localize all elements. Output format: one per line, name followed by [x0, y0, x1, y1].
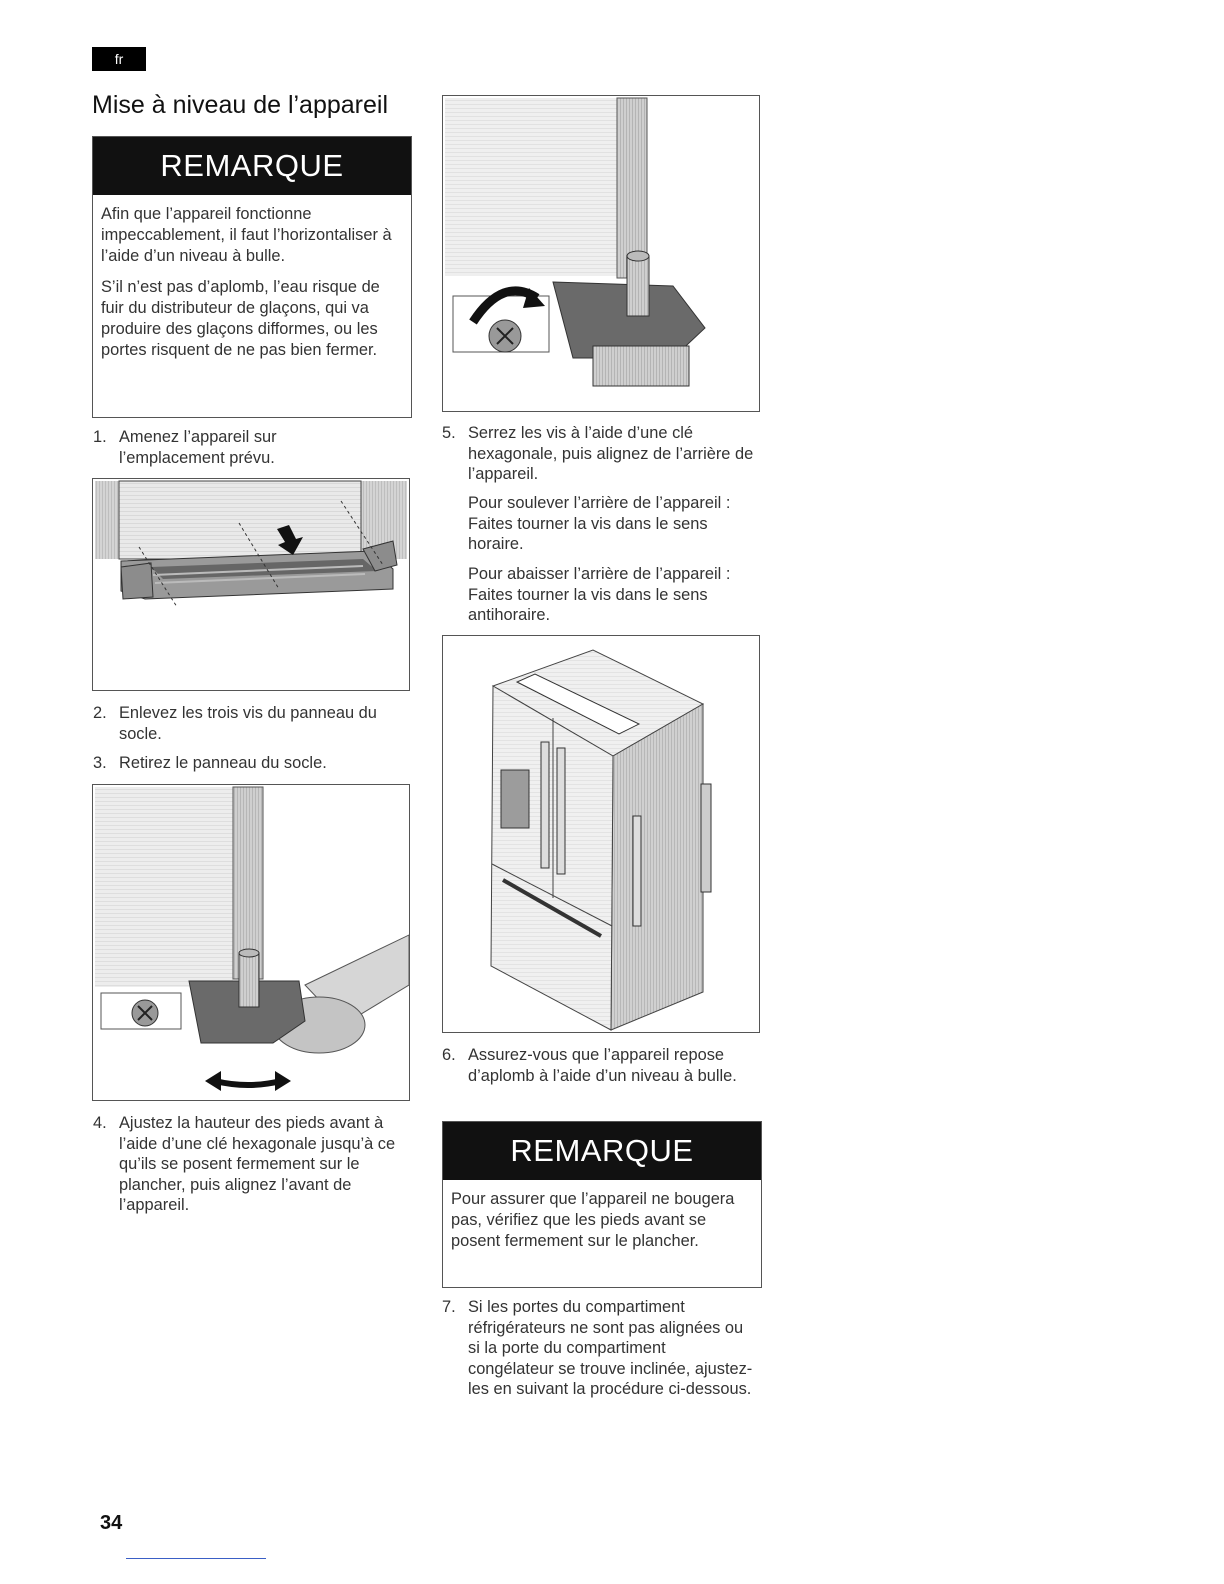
- note-box-2: [442, 1121, 762, 1288]
- rear-screw-illustration: [443, 96, 759, 411]
- figure-plinth-panel: [92, 478, 410, 691]
- figure-rear-screw: [442, 95, 760, 412]
- note-heading: REMARQUE: [443, 1122, 761, 1180]
- step-text: Retirez le panneau du socle.: [119, 754, 327, 772]
- step-4: [93, 1113, 409, 1216]
- note-body: [93, 195, 411, 367]
- note-paragraph: Pour assurer que l’appareil ne bougera pas, vérifiez que les pieds avant se posent fermement sur le plancher.: [451, 1190, 735, 1250]
- step-text: Assurez-vous que l’appareil repose d’aplomb à l’aide d’un niveau à bulle.: [468, 1046, 737, 1085]
- step-3: [93, 753, 409, 774]
- language-tab: fr: [92, 47, 146, 71]
- step-number: 4.: [93, 1114, 107, 1132]
- plinth-illustration: [93, 479, 409, 690]
- step-text: Ajustez la hauteur des pieds avant à l’aide d’une clé hexagonale jusqu’à ce qu’ils se posent fermement sur le plancher, puis alignez l’avant de l’appareil.: [119, 1114, 396, 1214]
- step-number: 6.: [442, 1046, 456, 1064]
- step-text: Si les portes du compartiment réfrigérateurs ne sont pas alignées ou si la porte du compartiment congélateur se trouve inclinée, ajustez-les en suivant la procédure ci-dessous.: [468, 1298, 753, 1398]
- step-number: 2.: [93, 704, 107, 722]
- step-5-lower-note: Pour abaisser l’arrière de l’appareil : Faites tourner la vis dans le sens antihoraire.: [468, 565, 731, 624]
- step-2: [93, 703, 409, 744]
- step-number: 5.: [442, 424, 456, 442]
- step-6: [442, 1045, 758, 1086]
- note-heading: REMARQUE: [93, 137, 411, 195]
- note-body: [443, 1180, 761, 1258]
- note-paragraph: S’il n’est pas d’aplomb, l’eau risque de fuir du distributeur de glaçons, qui va produire des glaçons difformes, ou les portes risquent de ne pas bien fermer.: [101, 278, 380, 359]
- step-5-raise-note: Pour soulever l’arrière de l’appareil : Faites tourner la vis dans le sens horaire.: [468, 494, 731, 553]
- note-paragraph: Afin que l’appareil fonctionne impeccablement, il faut l’horizontaliser à l’aide d’un niveau à bulle.: [101, 205, 392, 265]
- step-text: Serrez les vis à l’aide d’une clé hexagonale, puis alignez de l’arrière de l’appareil.: [468, 424, 754, 483]
- note-box-1: [92, 136, 412, 418]
- step-number: 1.: [93, 428, 107, 446]
- step-number: 3.: [93, 754, 107, 772]
- footer-divider: [126, 1558, 266, 1559]
- step-text: Enlevez les trois vis du panneau du socle.: [119, 704, 377, 743]
- step-text: Amenez l’appareil sur l’emplacement prévu.: [119, 428, 277, 467]
- figure-front-foot: [92, 784, 410, 1101]
- step-7: [442, 1297, 758, 1400]
- step-number: 7.: [442, 1298, 456, 1316]
- figure-refrigerator: [442, 635, 760, 1033]
- page-title: Mise à niveau de l’appareil: [92, 91, 389, 119]
- step-1: [93, 427, 403, 468]
- refrigerator-illustration: [443, 636, 759, 1032]
- step-5: [442, 423, 758, 485]
- front-foot-illustration: [93, 785, 409, 1100]
- page-number: 34: [100, 1512, 123, 1534]
